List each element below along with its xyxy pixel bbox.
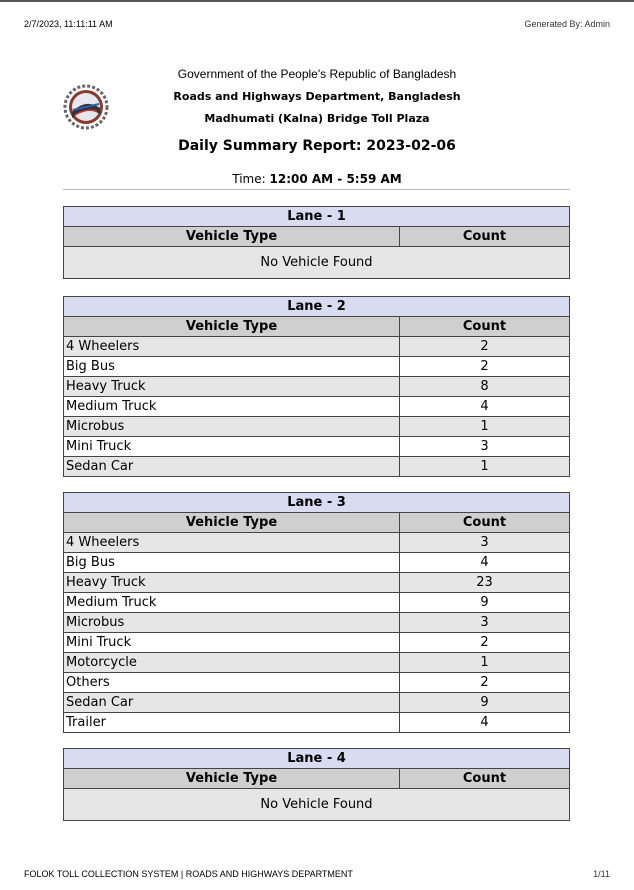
count-cell: 3 xyxy=(480,439,489,454)
table-row xyxy=(64,573,569,593)
table-row xyxy=(64,533,569,553)
count-cell: 1 xyxy=(480,655,489,670)
table-header xyxy=(64,513,569,533)
vehicle-type-cell: Microbus xyxy=(64,613,400,632)
table-row xyxy=(64,437,569,457)
vehicle-type-header: Vehicle Type xyxy=(64,317,400,336)
time-value: 12:00 AM - 5:59 AM xyxy=(269,172,402,186)
count-cell: 23 xyxy=(476,575,493,590)
vehicle-type-header: Vehicle Type xyxy=(64,227,400,246)
count-cell: 1 xyxy=(480,459,489,474)
vehicle-type-cell: Heavy Truck xyxy=(64,573,400,592)
report-time xyxy=(0,172,634,186)
table-row xyxy=(64,553,569,573)
header-divider xyxy=(63,189,570,190)
count-header: Count xyxy=(462,515,507,530)
lane-1-table xyxy=(63,206,570,279)
vehicle-type-header: Vehicle Type xyxy=(64,769,400,788)
count-cell: 2 xyxy=(480,675,489,690)
table-row xyxy=(64,397,569,417)
lane-title: Lane - 4 xyxy=(64,749,569,769)
table-row xyxy=(64,377,569,397)
table-header xyxy=(64,227,569,247)
toll-plaza-title: Madhumati (Kalna) Bridge Toll Plaza xyxy=(204,112,430,125)
count-header: Count xyxy=(462,771,507,786)
vehicle-type-cell: Heavy Truck xyxy=(64,377,400,396)
department-title: Roads and Highways Department, Bangladesh xyxy=(173,90,461,103)
count-cell: 4 xyxy=(480,715,489,730)
report-title: Daily Summary Report: 2023-02-06 xyxy=(178,138,456,154)
count-cell: 4 xyxy=(480,555,489,570)
count-cell: 2 xyxy=(480,339,489,354)
lane-2-table xyxy=(63,296,570,477)
count-header: Count xyxy=(462,319,507,334)
count-cell: 4 xyxy=(480,399,489,414)
no-vehicle-message: No Vehicle Found xyxy=(64,247,569,278)
count-header: Count xyxy=(462,229,507,244)
vehicle-type-cell: Mini Truck xyxy=(64,437,400,456)
table-row xyxy=(64,693,569,713)
page-number: 1/11 xyxy=(593,869,610,879)
footer-system-name: FOLOK TOLL COLLECTION SYSTEM | ROADS AND HIGHWAYS DEPARTMENT xyxy=(24,869,353,879)
top-border xyxy=(0,0,634,2)
vehicle-type-cell: Sedan Car xyxy=(64,693,400,712)
count-cell: 9 xyxy=(480,595,489,610)
no-vehicle-message: No Vehicle Found xyxy=(64,789,569,820)
vehicle-type-cell: Microbus xyxy=(64,417,400,436)
table-row xyxy=(64,457,569,476)
table-row xyxy=(64,653,569,673)
vehicle-type-cell: 4 Wheelers xyxy=(64,533,400,552)
time-label: Time: xyxy=(232,172,266,186)
vehicle-type-header: Vehicle Type xyxy=(64,513,400,532)
table-row xyxy=(64,593,569,613)
lane-title: Lane - 2 xyxy=(64,297,569,317)
vehicle-type-cell: Big Bus xyxy=(64,357,400,376)
count-cell: 9 xyxy=(480,695,489,710)
count-cell: 2 xyxy=(480,359,489,374)
table-row xyxy=(64,417,569,437)
count-cell: 3 xyxy=(480,615,489,630)
table-row xyxy=(64,613,569,633)
table-row xyxy=(64,337,569,357)
table-row xyxy=(64,713,569,732)
count-cell: 2 xyxy=(480,635,489,650)
vehicle-type-cell: Trailer xyxy=(64,713,400,732)
vehicle-type-cell: Sedan Car xyxy=(64,457,400,476)
table-header xyxy=(64,317,569,337)
count-cell: 3 xyxy=(480,535,489,550)
lane-4-table xyxy=(63,748,570,821)
vehicle-type-cell: Others xyxy=(64,673,400,692)
vehicle-type-cell: 4 Wheelers xyxy=(64,337,400,356)
gov-title: Government of the People's Republic of Bangladesh xyxy=(177,67,457,81)
count-cell: 1 xyxy=(480,419,489,434)
count-cell: 8 xyxy=(480,379,489,394)
generated-by: Generated By: Admin xyxy=(524,19,610,29)
report-datetime: 2/7/2023, 11:11:11 AM xyxy=(24,19,113,29)
vehicle-type-cell: Motorcycle xyxy=(64,653,400,672)
lane-3-table xyxy=(63,492,570,733)
lane-title: Lane - 1 xyxy=(64,207,569,227)
vehicle-type-cell: Medium Truck xyxy=(64,397,400,416)
table-row xyxy=(64,673,569,693)
vehicle-type-cell: Mini Truck xyxy=(64,633,400,652)
vehicle-type-cell: Medium Truck xyxy=(64,593,400,612)
table-row xyxy=(64,357,569,377)
table-header xyxy=(64,769,569,789)
table-row xyxy=(64,633,569,653)
vehicle-type-cell: Big Bus xyxy=(64,553,400,572)
lane-title: Lane - 3 xyxy=(64,493,569,513)
